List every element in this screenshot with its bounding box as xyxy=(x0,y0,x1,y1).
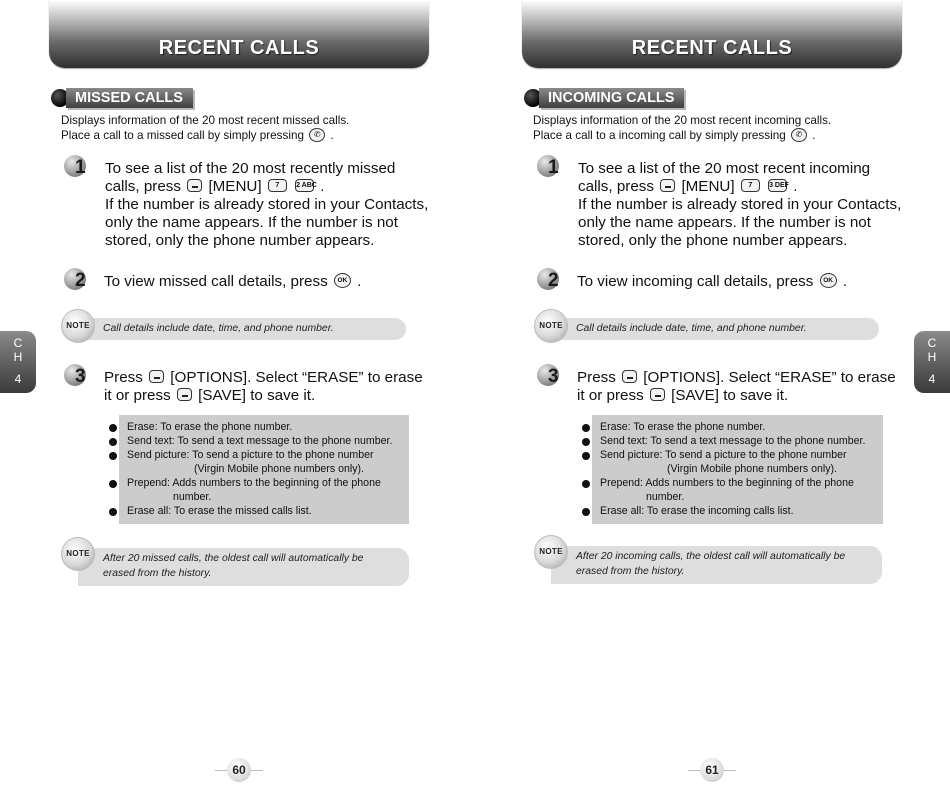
option-item: Send text: To send a text message to the phone number. xyxy=(127,435,393,447)
bullet-icon xyxy=(582,452,590,460)
step-line: only the name appears. If the number is not xyxy=(578,214,871,231)
bullet-icon xyxy=(109,438,117,446)
step2-text xyxy=(104,273,361,291)
step-number xyxy=(537,268,563,294)
left-soft-key-icon xyxy=(149,370,164,383)
intro-line xyxy=(61,128,349,143)
note-label: NOTE xyxy=(66,321,90,330)
intro-line: Displays information of the 20 most recent incoming calls. xyxy=(533,114,832,127)
step-digit: 3 xyxy=(75,366,86,387)
bullet-icon xyxy=(109,424,117,432)
step-line-text: it or press xyxy=(577,387,644,404)
ok-key-icon: OK xyxy=(820,273,837,288)
step-line-end: . xyxy=(357,273,362,290)
section-title: INCOMING CALLS xyxy=(539,88,684,108)
page-number xyxy=(219,758,259,782)
note-icon xyxy=(534,535,568,569)
note-text: erased from the history. xyxy=(576,566,685,577)
step-line xyxy=(577,369,896,387)
option-item: Prepend: Adds numbers to the beginning of the phone xyxy=(600,477,854,489)
options-list xyxy=(127,420,392,518)
send-key-icon: ✆ xyxy=(309,128,325,142)
step-digit: 1 xyxy=(548,157,559,178)
step1-text xyxy=(578,160,901,250)
section-title: MISSED CALLS xyxy=(66,88,193,108)
note-text: After 20 missed calls, the oldest call will automatically be xyxy=(103,553,364,564)
chapter-tab-left xyxy=(0,331,36,393)
intro-text xyxy=(61,113,349,143)
note-icon xyxy=(61,309,95,343)
note-label: NOTE xyxy=(539,321,563,330)
option-item: Erase all: To erase the incoming calls list. xyxy=(600,505,794,517)
step-number xyxy=(64,364,90,390)
step-number xyxy=(64,268,90,294)
step-line-text: To view missed call details, press xyxy=(104,273,328,290)
step-line-text: [SAVE] to save it. xyxy=(671,387,789,404)
step-line xyxy=(105,178,428,196)
left-soft-key-icon xyxy=(660,179,675,192)
intro-line-text: Place a call to a incoming call by simply pressing xyxy=(533,129,786,142)
step-line-text: Press xyxy=(104,369,143,386)
option-item: Send picture: To send a picture to the phone number xyxy=(600,449,847,461)
note-label: NOTE xyxy=(539,547,563,556)
intro-line-end: . xyxy=(330,129,334,142)
step1-text xyxy=(105,160,428,250)
step-line-text: calls, press xyxy=(105,178,181,195)
options-list xyxy=(600,420,865,518)
step3-text xyxy=(577,369,896,405)
note-text: Call details include date, time, and phone number. xyxy=(576,323,807,334)
note-label: NOTE xyxy=(66,549,90,558)
chapter-number: 4 xyxy=(14,372,22,386)
option-item: Erase all: To erase the missed calls list. xyxy=(127,505,312,517)
step-line: If the number is already stored in your Contacts, xyxy=(578,196,902,213)
menu-label: [MENU] xyxy=(681,178,735,195)
option-item: Erase: To erase the phone number. xyxy=(600,421,766,433)
step-line-text: [OPTIONS]. Select “ERASE” to erase xyxy=(170,369,423,386)
note-bar xyxy=(78,318,406,340)
step2-text xyxy=(577,273,847,291)
note-bar xyxy=(551,546,882,584)
chapter-number: 4 xyxy=(928,372,936,386)
step-number xyxy=(537,364,563,390)
step-line: To see a list of the 20 most recently missed xyxy=(105,160,396,177)
step-line: stored, only the phone number appears. xyxy=(578,232,848,249)
step-line: stored, only the phone number appears. xyxy=(105,232,375,249)
step-number xyxy=(537,155,563,181)
intro-line: Displays information of the 20 most recent missed calls. xyxy=(61,114,350,127)
option-item-continued: (Virgin Mobile phone numbers only). xyxy=(667,463,837,475)
key-7-icon: 7 xyxy=(268,179,287,192)
intro-line-text: Place a call to a missed call by simply pressing xyxy=(61,129,304,142)
right-soft-key-icon xyxy=(177,388,192,401)
note-text: erased from the history. xyxy=(103,568,212,579)
step-number xyxy=(64,155,90,181)
step-line xyxy=(577,387,896,405)
note-bar xyxy=(551,318,879,340)
step-line: only the name appears. If the number is not xyxy=(105,214,398,231)
send-key-icon: ✆ xyxy=(791,128,807,142)
chapter-letter: H xyxy=(927,350,937,364)
page-title: RECENT CALLS xyxy=(158,37,320,59)
step-digit: 2 xyxy=(75,270,86,291)
note-icon xyxy=(61,537,95,571)
options-box xyxy=(119,415,409,524)
step-line xyxy=(104,387,423,405)
ok-key-icon: OK xyxy=(334,273,351,288)
option-item-continued: number. xyxy=(173,491,212,503)
bullet-icon xyxy=(582,424,590,432)
step-digit: 1 xyxy=(75,157,86,178)
option-item-continued: (Virgin Mobile phone numbers only). xyxy=(194,463,364,475)
intro-line-end: . xyxy=(812,129,816,142)
page-right xyxy=(475,0,950,808)
option-item: Erase: To erase the phone number. xyxy=(127,421,293,433)
left-soft-key-icon xyxy=(187,179,202,192)
option-item: Prepend: Adds numbers to the beginning of the phone xyxy=(127,477,381,489)
step-line-text: it or press xyxy=(104,387,171,404)
page-title: RECENT CALLS xyxy=(631,37,793,59)
key-3-icon: 3 DEF xyxy=(768,179,787,192)
intro-text xyxy=(533,113,831,143)
key-7-icon: 7 xyxy=(741,179,760,192)
bullet-icon xyxy=(582,480,590,488)
step-line-text: calls, press xyxy=(578,178,654,195)
note-icon xyxy=(534,309,568,343)
page-number xyxy=(692,758,732,782)
intro-line xyxy=(533,128,831,143)
chapter-letter: H xyxy=(13,350,23,364)
bullet-icon xyxy=(582,438,590,446)
step3-text xyxy=(104,369,423,405)
bullet-icon xyxy=(109,508,117,516)
header-tab xyxy=(522,0,902,68)
step-digit: 2 xyxy=(548,270,559,291)
note-bar xyxy=(78,548,409,586)
option-item: Send picture: To send a picture to the phone number xyxy=(127,449,374,461)
bullet-icon xyxy=(109,452,117,460)
menu-label: [MENU] xyxy=(208,178,262,195)
step-line-end: . xyxy=(793,178,798,195)
bullet-icon xyxy=(109,480,117,488)
step-line: If the number is already stored in your Contacts, xyxy=(105,196,429,213)
option-item: Send text: To send a text message to the phone number. xyxy=(600,435,866,447)
note-text: Call details include date, time, and phone number. xyxy=(103,323,334,334)
page-number-text: 61 xyxy=(705,763,719,777)
bullet-icon xyxy=(582,508,590,516)
left-soft-key-icon xyxy=(622,370,637,383)
step-line: To see a list of the 20 most recent incoming xyxy=(578,160,871,177)
step-line-end: . xyxy=(842,273,848,290)
key-2-icon: 2 ABC xyxy=(295,179,314,192)
option-item-continued: number. xyxy=(646,491,685,503)
step-line xyxy=(578,178,901,196)
note-text: After 20 incoming calls, the oldest call will automatically be xyxy=(576,551,846,562)
right-soft-key-icon xyxy=(650,388,665,401)
options-box xyxy=(592,415,883,524)
step-line-text: [OPTIONS]. Select “ERASE” to erase xyxy=(643,369,896,386)
chapter-tab-right xyxy=(914,331,950,393)
step-line-text: [SAVE] to save it. xyxy=(198,387,316,404)
chapter-letter: C xyxy=(13,336,23,350)
step-line-text: To view incoming call details, press xyxy=(577,273,814,290)
step-line-text: Press xyxy=(577,369,616,386)
page-number-text: 60 xyxy=(232,763,246,777)
step-line xyxy=(104,369,423,387)
chapter-letter: C xyxy=(927,336,937,350)
step-digit: 3 xyxy=(548,366,559,387)
step-line-end: . xyxy=(320,178,325,195)
header-tab xyxy=(49,0,429,68)
